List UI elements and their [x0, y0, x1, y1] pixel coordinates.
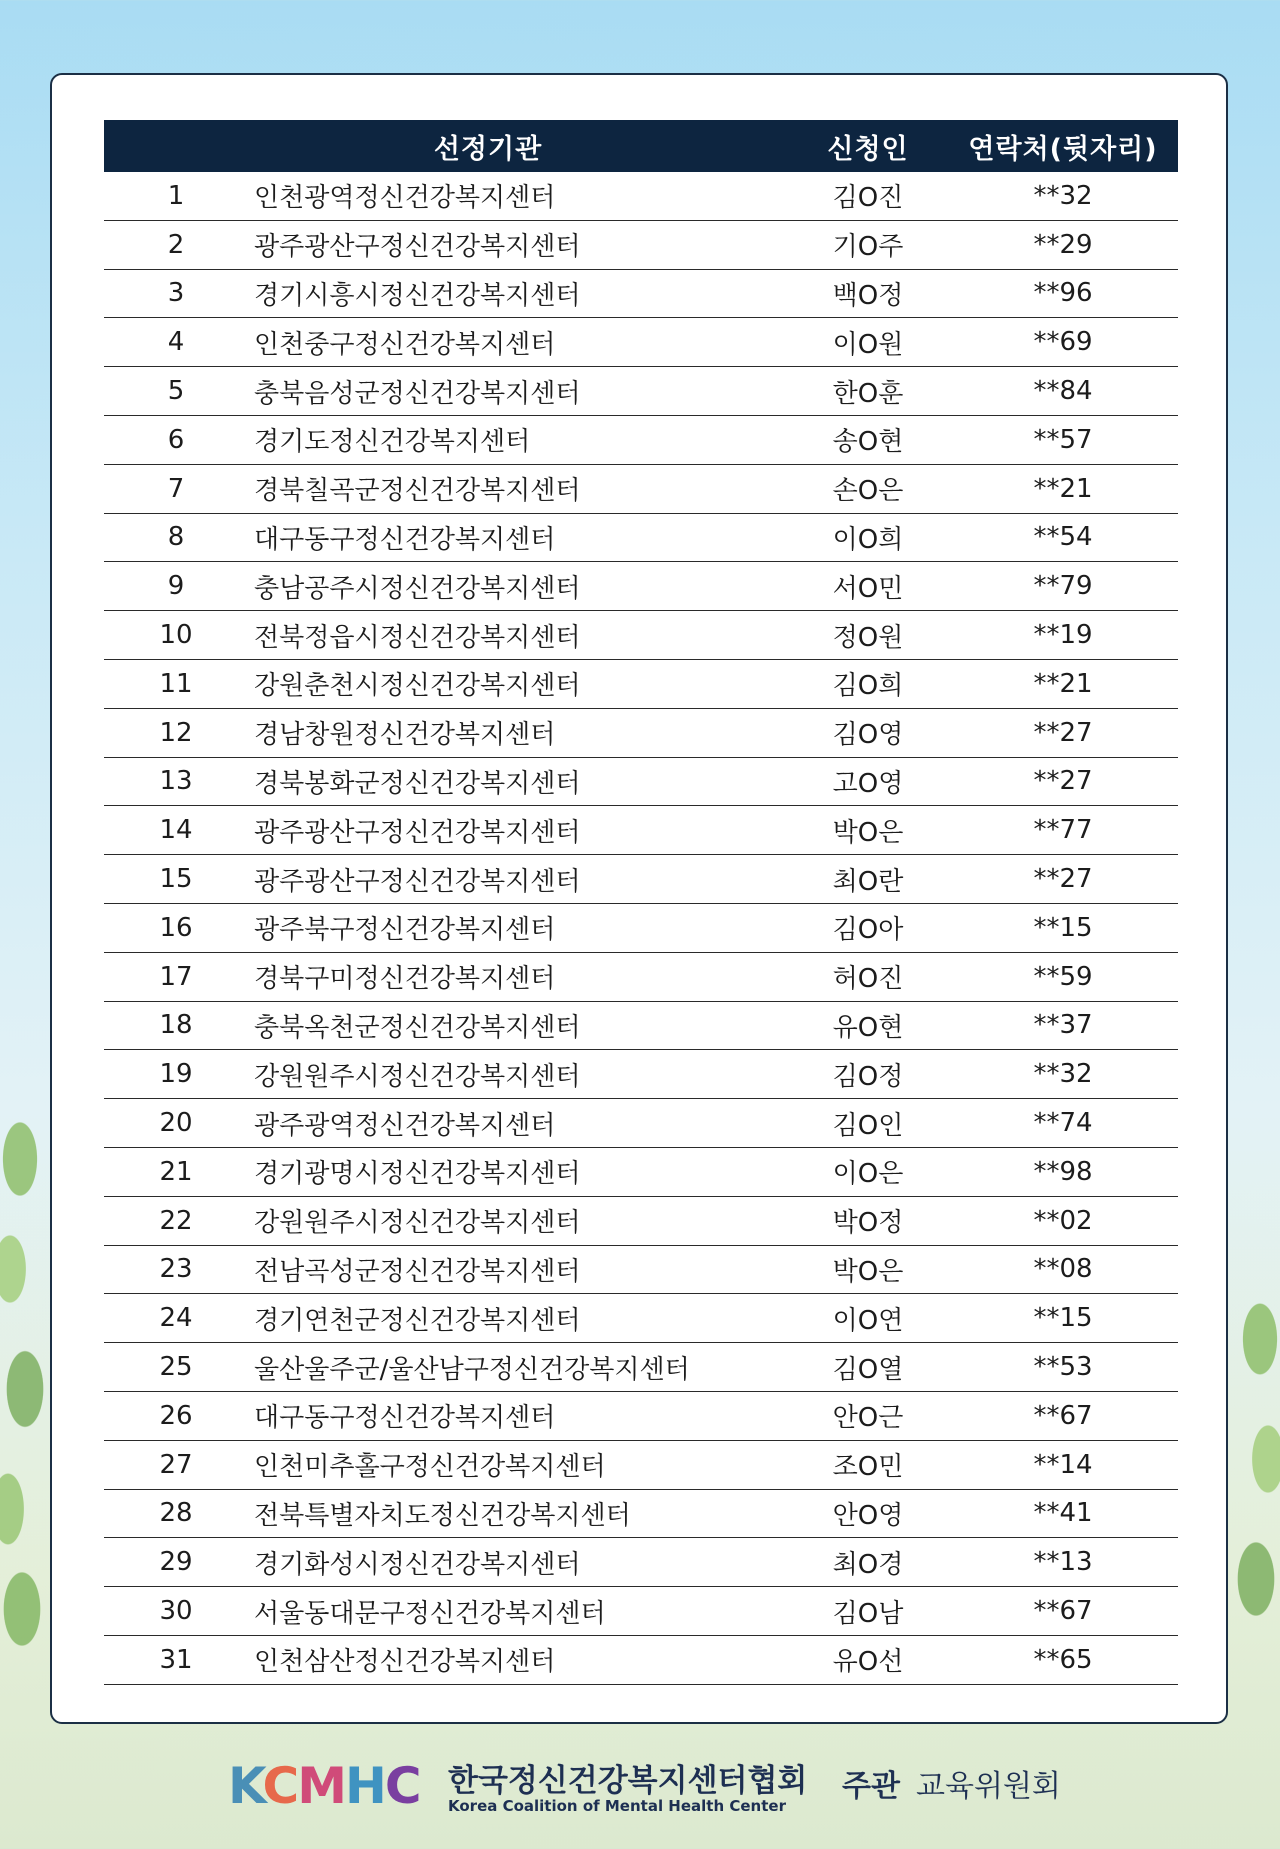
host-value: 교육위원회 — [916, 1769, 1061, 1804]
row-organization: 전북특별자치도정신건강복지센터 — [248, 1489, 788, 1538]
table-row — [104, 952, 1178, 1001]
row-organization: 인천중구정신건강복지센터 — [248, 318, 788, 367]
row-contact: **08 — [948, 1245, 1178, 1294]
row-number: 16 — [104, 903, 248, 952]
row-organization: 광주북구정신건강복지센터 — [248, 903, 788, 952]
row-contact: **21 — [948, 659, 1178, 708]
row-number: 10 — [104, 611, 248, 660]
kcmhc-logo — [228, 1757, 420, 1815]
results-card — [50, 73, 1228, 1724]
row-contact: **59 — [948, 952, 1178, 1001]
table-row — [104, 708, 1178, 757]
table-row — [104, 1587, 1178, 1636]
host-label: 주관 — [842, 1769, 900, 1804]
row-contact: **27 — [948, 708, 1178, 757]
row-organization: 경북봉화군정신건강복지센터 — [248, 757, 788, 806]
row-number: 22 — [104, 1196, 248, 1245]
row-contact: **15 — [948, 903, 1178, 952]
row-applicant: 고O영 — [788, 757, 948, 806]
row-number: 5 — [104, 367, 248, 416]
row-number: 30 — [104, 1587, 248, 1636]
table-row — [104, 1099, 1178, 1148]
row-organization: 광주광산구정신건강복지센터 — [248, 806, 788, 855]
row-number: 21 — [104, 1147, 248, 1196]
logo-letter-c: C — [262, 1757, 298, 1815]
table-row — [104, 806, 1178, 855]
row-contact: **67 — [948, 1587, 1178, 1636]
row-organization: 충북음성군정신건강복지센터 — [248, 367, 788, 416]
table-row — [104, 220, 1178, 269]
table-row — [104, 1245, 1178, 1294]
table-row — [104, 415, 1178, 464]
row-contact: **29 — [948, 220, 1178, 269]
row-contact: **79 — [948, 562, 1178, 611]
row-organization: 전북정읍시정신건강복지센터 — [248, 611, 788, 660]
row-organization: 경북구미정신건강복지센터 — [248, 952, 788, 1001]
header-contact: 연락처(뒷자리) — [948, 120, 1178, 172]
row-contact: **21 — [948, 464, 1178, 513]
row-contact: **53 — [948, 1343, 1178, 1392]
row-number: 7 — [104, 464, 248, 513]
table-row — [104, 903, 1178, 952]
table-row — [104, 1343, 1178, 1392]
table-row — [104, 1147, 1178, 1196]
row-applicant: 이O은 — [788, 1147, 948, 1196]
row-applicant: 허O진 — [788, 952, 948, 1001]
row-applicant: 김O희 — [788, 659, 948, 708]
row-number: 29 — [104, 1538, 248, 1587]
row-contact: **54 — [948, 513, 1178, 562]
table-row — [104, 513, 1178, 562]
row-applicant: 김O인 — [788, 1099, 948, 1148]
row-organization: 광주광산구정신건강복지센터 — [248, 855, 788, 904]
row-number: 28 — [104, 1489, 248, 1538]
row-applicant: 서O민 — [788, 562, 948, 611]
row-number: 26 — [104, 1391, 248, 1440]
row-number: 6 — [104, 415, 248, 464]
row-organization: 경기화성시정신건강복지센터 — [248, 1538, 788, 1587]
row-applicant: 이O원 — [788, 318, 948, 367]
row-applicant: 이O연 — [788, 1294, 948, 1343]
row-applicant: 유O선 — [788, 1635, 948, 1684]
row-number: 9 — [104, 562, 248, 611]
row-contact: **84 — [948, 367, 1178, 416]
row-contact: **98 — [948, 1147, 1178, 1196]
logo-letter-m: M — [297, 1757, 345, 1815]
row-applicant: 김O정 — [788, 1050, 948, 1099]
row-organization: 충남공주시정신건강복지센터 — [248, 562, 788, 611]
row-organization: 대구동구정신건강복지센터 — [248, 1391, 788, 1440]
row-contact: **96 — [948, 269, 1178, 318]
row-organization: 경남창원정신건강복지센터 — [248, 708, 788, 757]
row-applicant: 한O훈 — [788, 367, 948, 416]
row-number: 3 — [104, 269, 248, 318]
row-applicant: 기O주 — [788, 220, 948, 269]
row-applicant: 최O란 — [788, 855, 948, 904]
row-number: 18 — [104, 1001, 248, 1050]
row-number: 24 — [104, 1294, 248, 1343]
row-organization: 광주광산구정신건강복지센터 — [248, 220, 788, 269]
row-contact: **19 — [948, 611, 1178, 660]
row-number: 4 — [104, 318, 248, 367]
row-contact: **77 — [948, 806, 1178, 855]
table-header — [104, 120, 1178, 172]
table-row — [104, 1440, 1178, 1489]
row-organization: 전남곡성군정신건강복지센터 — [248, 1245, 788, 1294]
row-contact: **27 — [948, 855, 1178, 904]
row-applicant: 조O민 — [788, 1440, 948, 1489]
header-applicant: 신청인 — [788, 120, 948, 172]
logo-letter-k: K — [228, 1757, 263, 1815]
row-number: 12 — [104, 708, 248, 757]
row-number: 1 — [104, 172, 248, 220]
org-name-korean: 한국정신건강복지센터협회 — [448, 1763, 808, 1799]
row-organization: 경기연천군정신건강복지센터 — [248, 1294, 788, 1343]
table-row — [104, 611, 1178, 660]
row-contact: **13 — [948, 1538, 1178, 1587]
row-number: 13 — [104, 757, 248, 806]
row-applicant: 정O원 — [788, 611, 948, 660]
row-applicant: 박O은 — [788, 806, 948, 855]
row-applicant: 최O경 — [788, 1538, 948, 1587]
row-contact: **14 — [948, 1440, 1178, 1489]
row-contact: **02 — [948, 1196, 1178, 1245]
row-contact: **74 — [948, 1099, 1178, 1148]
row-contact: **15 — [948, 1294, 1178, 1343]
row-applicant: 백O정 — [788, 269, 948, 318]
row-organization: 인천미추홀구정신건강복지센터 — [248, 1440, 788, 1489]
row-applicant: 안O근 — [788, 1391, 948, 1440]
table-row — [104, 757, 1178, 806]
row-number: 27 — [104, 1440, 248, 1489]
row-number: 31 — [104, 1635, 248, 1684]
row-number: 14 — [104, 806, 248, 855]
row-applicant: 김O남 — [788, 1587, 948, 1636]
row-organization: 강원원주시정신건강복지센터 — [248, 1050, 788, 1099]
table-row — [104, 659, 1178, 708]
table-row — [104, 1391, 1178, 1440]
row-organization: 광주광역정신건강복지센터 — [248, 1099, 788, 1148]
row-applicant: 송O현 — [788, 415, 948, 464]
table-row — [104, 269, 1178, 318]
row-organization: 서울동대문구정신건강복지센터 — [248, 1587, 788, 1636]
table-row — [104, 1196, 1178, 1245]
row-organization: 경기시흥시정신건강복지센터 — [248, 269, 788, 318]
row-organization: 인천광역정신건강복지센터 — [248, 172, 788, 220]
footer — [0, 1745, 1280, 1825]
table-row — [104, 464, 1178, 513]
row-number: 20 — [104, 1099, 248, 1148]
row-applicant: 손O은 — [788, 464, 948, 513]
table-row — [104, 318, 1178, 367]
table-row — [104, 1294, 1178, 1343]
row-applicant: 유O현 — [788, 1001, 948, 1050]
table-row — [104, 562, 1178, 611]
row-contact: **69 — [948, 318, 1178, 367]
row-number: 23 — [104, 1245, 248, 1294]
row-contact: **27 — [948, 757, 1178, 806]
table-row — [104, 1538, 1178, 1587]
row-organization: 인천삼산정신건강복지센터 — [248, 1635, 788, 1684]
row-applicant: 이O희 — [788, 513, 948, 562]
row-contact: **32 — [948, 172, 1178, 220]
row-organization: 경북칠곡군정신건강복지센터 — [248, 464, 788, 513]
row-applicant: 김O열 — [788, 1343, 948, 1392]
row-applicant: 박O은 — [788, 1245, 948, 1294]
table-row — [104, 172, 1178, 220]
table-row — [104, 1050, 1178, 1099]
row-contact: **32 — [948, 1050, 1178, 1099]
row-number: 19 — [104, 1050, 248, 1099]
row-organization: 충북옥천군정신건강복지센터 — [248, 1001, 788, 1050]
row-contact: **41 — [948, 1489, 1178, 1538]
table-row — [104, 1001, 1178, 1050]
table-row — [104, 1635, 1178, 1684]
row-contact: **37 — [948, 1001, 1178, 1050]
row-number: 11 — [104, 659, 248, 708]
row-applicant: 김O진 — [788, 172, 948, 220]
row-applicant: 김O아 — [788, 903, 948, 952]
logo-letter-c2: C — [384, 1757, 420, 1815]
row-number: 25 — [104, 1343, 248, 1392]
table-row — [104, 1489, 1178, 1538]
row-organization: 강원원주시정신건강복지센터 — [248, 1196, 788, 1245]
row-organization: 울산울주군/울산남구정신건강복지센터 — [248, 1343, 788, 1392]
row-organization: 경기도정신건강복지센터 — [248, 415, 788, 464]
table-row — [104, 367, 1178, 416]
header-no — [104, 120, 248, 172]
row-number: 8 — [104, 513, 248, 562]
org-name-english: Korea Coalition of Mental Health Center — [448, 1797, 786, 1815]
table-body — [104, 172, 1178, 1684]
row-applicant: 안O영 — [788, 1489, 948, 1538]
header-org: 선정기관 — [248, 120, 788, 172]
row-contact: **65 — [948, 1635, 1178, 1684]
row-contact: **67 — [948, 1391, 1178, 1440]
row-applicant: 박O정 — [788, 1196, 948, 1245]
row-organization: 강원춘천시정신건강복지센터 — [248, 659, 788, 708]
row-contact: **57 — [948, 415, 1178, 464]
row-organization: 대구동구정신건강복지센터 — [248, 513, 788, 562]
table-row — [104, 855, 1178, 904]
row-organization: 경기광명시정신건강복지센터 — [248, 1147, 788, 1196]
row-applicant: 김O영 — [788, 708, 948, 757]
row-number: 15 — [104, 855, 248, 904]
logo-letter-h: H — [344, 1757, 385, 1815]
row-number: 17 — [104, 952, 248, 1001]
row-number: 2 — [104, 220, 248, 269]
selection-table — [104, 120, 1178, 1685]
